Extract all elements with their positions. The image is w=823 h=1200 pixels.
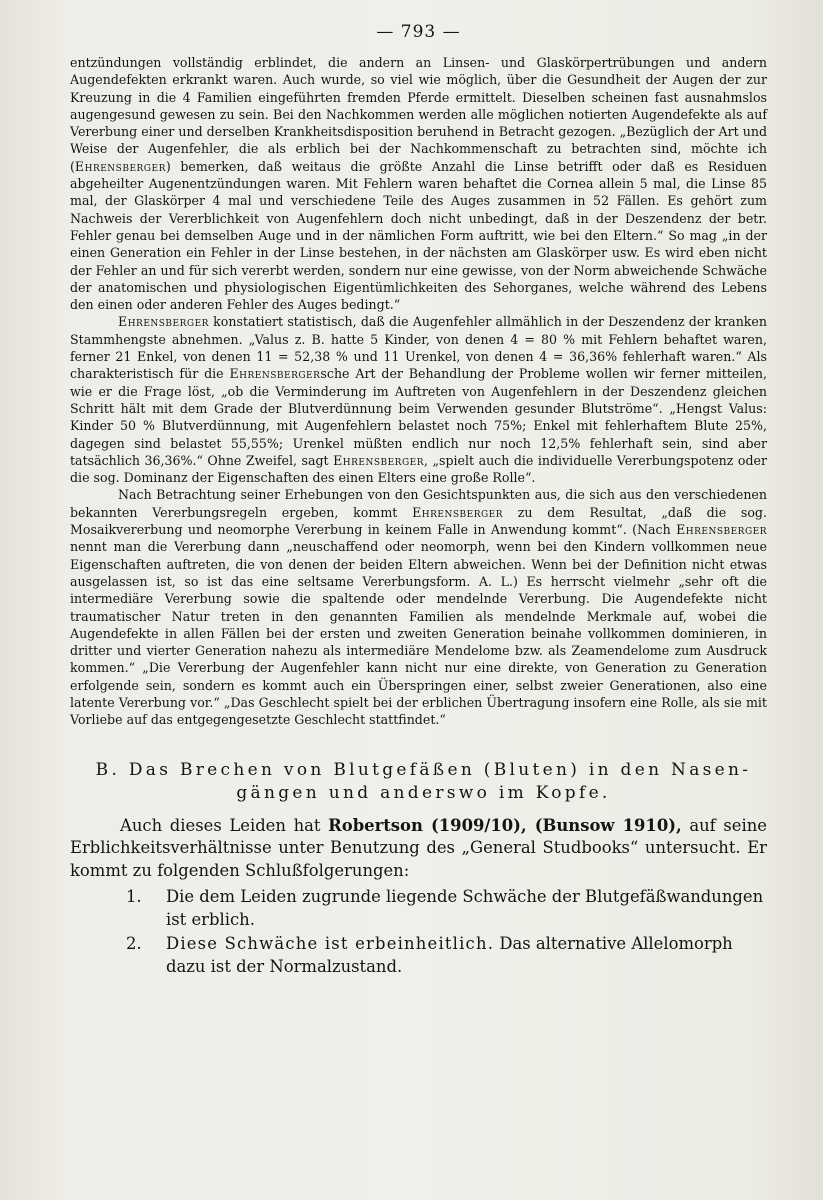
section-heading (80, 759, 767, 805)
list-item-number: 2. (126, 934, 142, 954)
section-paragraph: Auch dieses Leiden hat Robertson (1909/10), (Bunsow 1910), auf seine Erblichkeitsverhältnisse unter Benutzung des „General Studbooks“ untersucht. Er kommt zu folgenden Schlußfolgerungen: (70, 815, 767, 880)
author-name: Ehrensberger (229, 366, 321, 382)
list-item (70, 886, 767, 931)
author-name: Ehrensberger (676, 522, 767, 538)
list-item-text: Diese Schwäche ist erbeinheitlich. Das alternative Allelomorph dazu ist der Normalzustand. (166, 934, 733, 976)
paragraph-3: Nach Betrachtung seiner Erhebungen von den Gesichtspunkten aus, die sich aus den verschiedenen bekannten Vererbungsregeln ergeben, kommt Ehrensberger zu dem Resultat, „daß die sog. Mosaikvererbung und neomorphe Vererbung in keinem Falle in Anwendung kommt“. (Nach Ehrensberger nennt man die Vererbung dann „neuschaffend oder neomorph, wenn bei den Kindern vollkommen neue Eigenschaften auftreten, die von denen der beiden Eltern abweichen. Wenn bei der Definition nicht etwas ausgelassen ist, so ist das eine seltsame Vererbungsform. A. L.) Es herrscht vielmehr „sehr oft die intermediäre Vererbung sowie die spaltende oder mendelnde Vererbung. Die Augendefekte nicht traumatischer Natur treten in den genannten Familien als mendelnde Merkmale auf, wobei die Augendefekte in allen Fällen bei der ersten und zweiten Generation beinahe vollkommen dominieren, in dritter und vierter Generation nahezu als intermediäre Mendelome bzw. als Zeamendelome zum Ausdruck kommen.“ „Die Vererbung der Augenfehler kann nicht nur eine direkte, von Generation zu Generation erfolgende sein, sondern es kommt auch ein Überspringen einer, selbst zweier Generationen, also eine latente Vererbung vor.“ „Das Geschlecht spielt bei der erblichen Übertragung insofern eine Rolle, als sie mit Vorliebe auf das entgegengesetzte Geschlecht stattfindet.“ (70, 487, 768, 728)
author-name: Ehrensberger (74, 158, 166, 174)
section-heading-line-1: B. Das Brechen von Blutgefäßen (Bluten) in den Nasen- (95, 759, 752, 780)
paragraph-1: entzündungen vollständig erblindet, die andern an Linsen- und Glaskörpertrübungen und andern Augendefekten erkrankt waren. Auch wurde, so viel wie möglich, über die Gesundheit der Augen der zur Kreuzung in die 4 Familien eingeführten fremden Pferde ermittelt. Dieselben scheinen fast ausnahmslos augengesund gewesen zu sein. Bei den Nachkommen werden alle möglichen notierten Augendefekte als auf Vererbung einer und derselben Krankheitsdisposition beruhend in Betracht gezogen. „Bezüglich der Art und Weise der Augenfehler, die als erblich bei der Nachkommenschaft zu betrachten sind, möchte ich (Ehrensberger) bemerken, daß weitaus die größte Anzahl die Linse betrifft oder daß es Residuen abgeheilter Augenentzündungen waren. Mit Fehlern waren behaftet die Cornea allein 5 mal, die Linse 85 mal, der Glaskörper 4 mal und verschiedene Teile des Auges zusammen in 52 Fällen. Es gehört zum Nachweis der Vererblichkeit von Augenfehlern doch nicht unbedingt, daß in der Deszendenz der betr. Fehler genau bei demselben Auge und in der nämlichen Form auftritt, wie bei den Eltern.“ So mag „in der einen Generation ein Fehler in der Linse bestehen, in der nächsten am Glaskörper usw. Es wird eben nicht der Fehler an und für sich vererbt werden, sondern nur eine gewisse, von der Norm abweichende Schwäche der anatomischen und physiologischen Eigentümlichkeiten des Sehorganes, welche während des Lebens den einen oder anderen Fehler des Auges bedingt.“ (70, 55, 767, 313)
main-text (70, 54, 767, 729)
author-name: Ehrensberger (412, 504, 504, 520)
list-item (70, 933, 767, 978)
paragraph-2: Ehrensberger konstatiert statistisch, daß die Augenfehler allmählich in der Deszendenz der kranken Stammhengste abnehmen. „Valus z. B. hatte 5 Kinder, von denen 4 = 80 % mit Fehlern behaftet waren, ferner 21 Enkel, von denen 11 = 52,38 % und 11 Urenkel, von denen 4 = 36,36% fehlerhaft waren.“ Als charakteristisch für die Ehrensbergersche Art der Behandlung der Probleme wollen wir ferner mitteilen, wie er die Frage löst, „ob die Verminderung im Auftreten von Augenfehlern in der Deszendenz gleichen Schritt hält mit dem Grade der Blutverdünnung beim Verwenden gesunder Blutströme“. „Hengst Valus: Kinder 50 % Blutverdünnung, mit Augenfehlern belastet noch 75%; Enkel mit fehlerhaftem Blute 25%, dagegen sind belastet 55,55%; Urenkel müßten endlich nur noch 12,5% fehlerhaft sein, sind aber tatsächlich 36,36%.“ Ohne Zweifel, sagt Ehrensberger, „spielt auch die individuelle Vererbungspotenz oder die sog. Dominanz der Eigenschaften des einen Elters eine große Rolle“. (70, 314, 767, 486)
author-name: Ehrensberger (118, 314, 209, 330)
author-citation: Robertson (1909/10), (Bunsow 1910), (328, 815, 682, 835)
section-heading-line-2: gängen und anderswo im Kopfe. (236, 782, 611, 803)
list-item-number: 1. (126, 887, 142, 907)
author-name: Ehrensberger (333, 452, 424, 468)
section-text (70, 815, 767, 883)
page-number: — 793 — (376, 22, 461, 42)
conclusions-list (70, 886, 767, 978)
list-item-text: Die dem Leiden zugrunde liegende Schwäche der Blutgefäßwandungen ist erblich. (166, 887, 764, 929)
